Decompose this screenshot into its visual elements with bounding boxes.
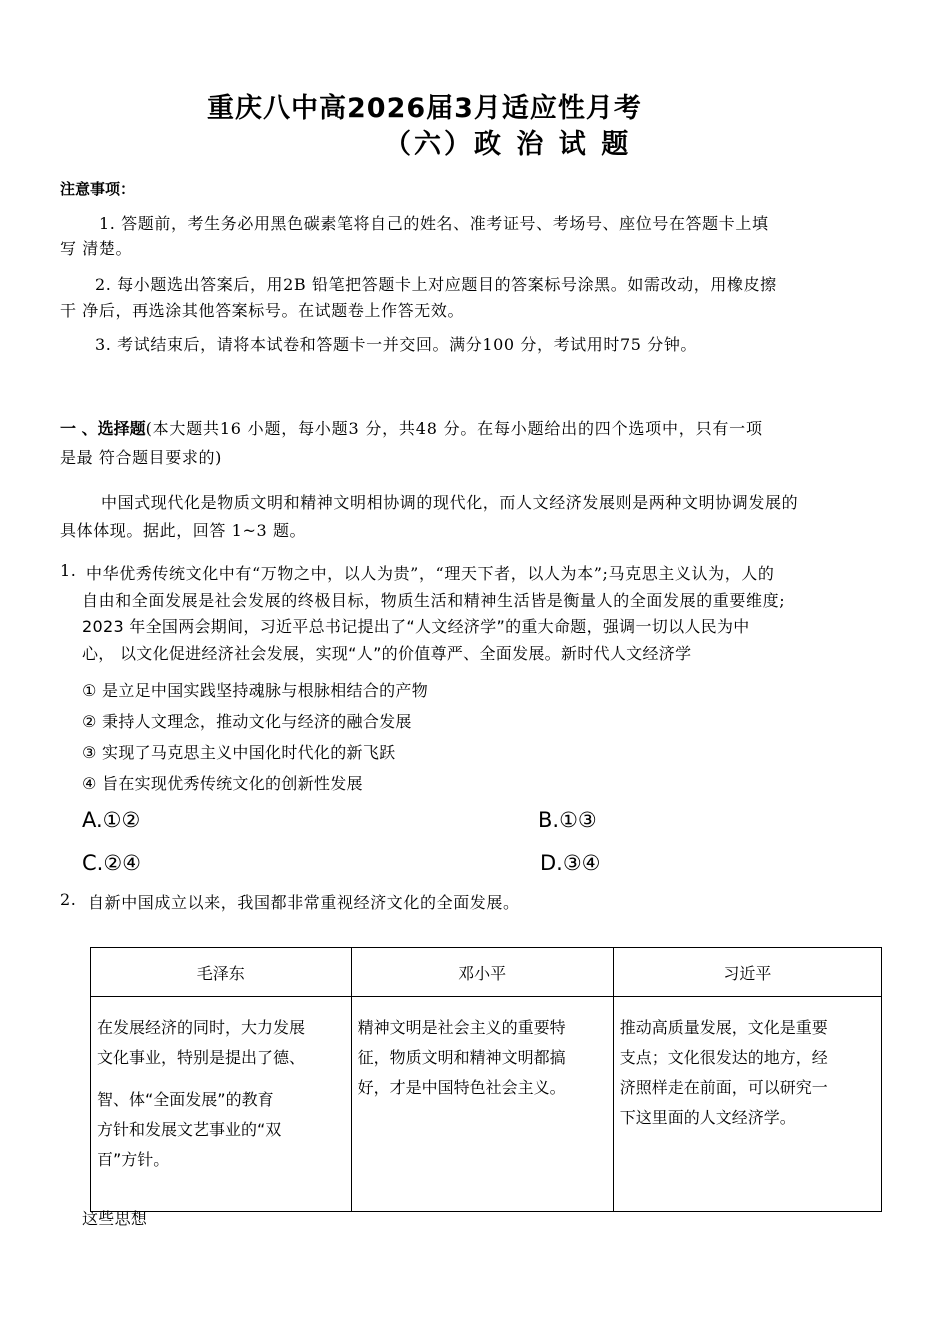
section-1-heading	[60, 416, 763, 439]
option-b: B.①③	[538, 808, 597, 832]
option-a: A.①②	[82, 808, 141, 832]
table-row	[91, 997, 882, 1212]
cell-deng-line: 好，才是中国特色社会主义。	[357, 1078, 566, 1097]
section-1-label: 一 、选择题	[60, 419, 146, 438]
statement-3: ③ 实现了马克思主义中国化时代化的新飞跃	[82, 743, 396, 762]
cell-mao-line: 百”方针。	[97, 1150, 170, 1169]
section-1-desc-line2: 是最 符合题目要求的)	[60, 448, 222, 467]
statement-1: ① 是立足中国实践坚持魂脉与根脉相结合的产物	[82, 681, 429, 700]
cell-xi-line: 支点；文化很发达的地方，经	[619, 1048, 828, 1067]
cell-mao-line: 方针和发展文艺事业的“双	[97, 1120, 282, 1139]
question-1-line4: 心， 以文化促进经济社会发展，实现“人”的价值尊严、全面发展。新时代人文经济学	[82, 644, 692, 663]
cell-deng-line: 征，物质文明和精神文明都搞	[357, 1048, 566, 1067]
option-d: D.③④	[540, 851, 601, 875]
cell-mao-line: 智、体“全面发展”的教育	[97, 1090, 274, 1109]
notice-item-1-line2: 写 清楚。	[60, 239, 133, 258]
question-2-number: 2.	[60, 890, 77, 909]
section-1-desc-line1: (本大题共16 小题，每小题3 分，共48 分。在每小题给出的四个选项中，只有一项	[145, 419, 763, 438]
notice-heading: 注意事项：	[60, 180, 136, 198]
table-header-row	[91, 948, 882, 997]
exam-title-line1: 重庆八中高2026届3月适应性月考	[207, 93, 642, 124]
statement-2: ② 秉持人文理念，推动文化与经济的融合发展	[82, 712, 412, 731]
question-1-line3: 2023 年全国两会期间，习近平总书记提出了“人文经济学”的重大命题，强调一切以人民为中	[82, 617, 750, 636]
notice-item-3: 3. 考试结束后，请将本试卷和答题卡一并交回。满分100 分，考试用时75 分钟。	[95, 335, 698, 354]
cell-xi-line: 推动高质量发展，文化是重要	[619, 1018, 828, 1037]
exam-title-line2: （六）政 治 试 题	[384, 129, 632, 160]
cell-deng-line: 精神文明是社会主义的重要特	[357, 1018, 566, 1037]
intro-line1: 中国式现代化是物质文明和精神文明相协调的现代化，而人文经济发展则是两种文明协调发展的	[101, 493, 799, 512]
question-2-followup: 这些思想	[82, 1209, 148, 1228]
cell-mao	[91, 997, 352, 1212]
cell-deng	[351, 997, 613, 1212]
notice-item-1-line1: 1. 答题前，考生务必用黑色碳素笔将自己的姓名、准考证号、考场号、座位号在答题卡上填	[99, 214, 769, 233]
cell-mao-line: 文化事业，特别是提出了德、	[97, 1048, 306, 1067]
cell-mao-line: 在发展经济的同时，大力发展	[97, 1018, 306, 1037]
cell-xi-line: 下这里面的人文经济学。	[619, 1108, 796, 1127]
question-1-number: 1.	[60, 561, 77, 580]
header-deng: 邓小平	[351, 948, 613, 997]
option-c: C.②④	[82, 851, 141, 875]
cell-xi	[613, 997, 881, 1212]
header-xi: 习近平	[613, 948, 881, 997]
intro-line2: 具体体现。据此，回答 1~3 题。	[60, 521, 307, 540]
statement-4: ④ 旨在实现优秀传统文化的创新性发展	[82, 774, 363, 793]
leaders-thought-table	[90, 947, 882, 1212]
notice-item-2-line2: 干 净后，再选涂其他答案标号。在试题卷上作答无效。	[60, 301, 465, 320]
notice-item-2-line1: 2. 每小题选出答案后，用2B 铅笔把答题卡上对应题目的答案标号涂黑。如需改动，用橡皮擦	[95, 275, 777, 294]
question-1-line2: 自由和全面发展是社会发展的终极目标，物质生活和精神生活皆是衡量人的全面发展的重要维度;	[82, 591, 786, 610]
cell-xi-line: 济照样走在前面，可以研究一	[619, 1078, 828, 1097]
question-1-line1: 中华优秀传统文化中有“万物之中，以人为贵”，“理天下者，以人为本”;马克思主义认为，人的	[86, 564, 775, 583]
header-mao: 毛泽东	[91, 948, 352, 997]
question-2-stem: 自新中国成立以来，我国都非常重视经济文化的全面发展。	[88, 893, 520, 912]
